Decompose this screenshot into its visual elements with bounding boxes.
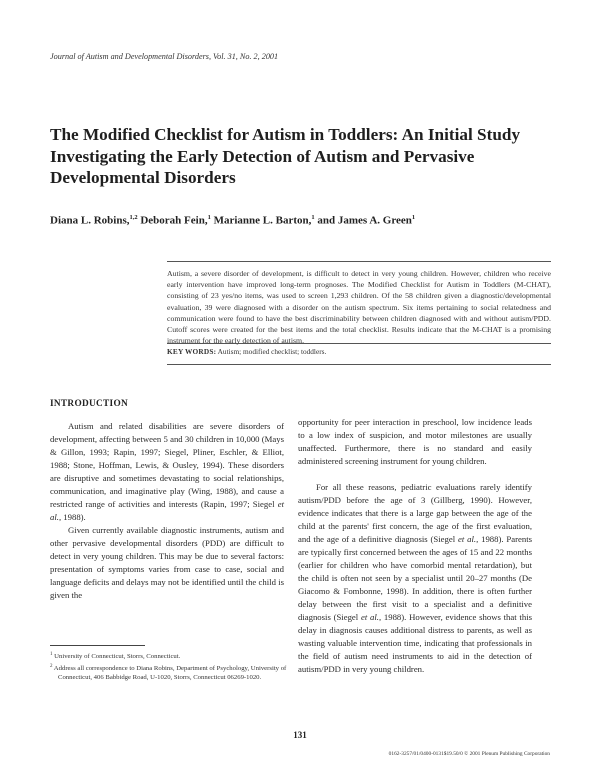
keywords-rule — [167, 364, 551, 365]
italic-text: et al. — [360, 612, 379, 622]
author-affiliation: 1 — [311, 214, 315, 221]
paragraph-text: , 1988). However, evidence shows that this delay in diagnosis causes additional distress to parents, as well as wasting valuable intervention time, indicating that professionals in the field of autism need instruments to aid in the detection of autism/PDD in very young children. — [298, 612, 532, 674]
footnote-marker: 2 — [50, 663, 53, 669]
paragraph — [298, 481, 532, 676]
italic-text: et al. — [50, 499, 284, 522]
author-name: Marianne L. Barton, — [210, 214, 312, 227]
footnote — [50, 662, 288, 683]
footnote — [50, 650, 288, 662]
paragraph-text: Autism and related disabilities are severe disorders of development, affecting between 5 and 30 children in 10,000 (Mays & Gillon, 1993; Rapin, 1997; Siegel, Pliner, Eschler, & Elliot, 1988; Stone, Hoffman, Lewis, & Ousley, 1994). These disorders are disruptive and sometimes devastating to social relationships, communication, and imaginative play (Wing, 1988), and cause a restricted range of activities and interests (Rapin, 1997; Siegel — [50, 421, 284, 509]
author-affiliation: 1 — [207, 214, 211, 221]
author-name: Deborah Fein, — [137, 214, 208, 227]
paragraph: Given currently available diagnostic instruments, autism and other pervasive developmental disorders (PDD) are difficult to detect in very young children. This may be due to several factors: presentation of symptoms varies from case to case, social and language deficits and delays may not be identified until the child is given the — [50, 525, 284, 600]
abstract: Autism, a severe disorder of development, is difficult to detect in very young children. However, children who receive early intervention have improved long-term prognoses. The Modified Checklist for Autism in Toddlers (M-CHAT), consisting of 23 yes/no items, was used to screen 1,293 children. Of the 58 children given a diagnostic/developmental evaluation, 39 were diagnosed with a disorder on the autism spectrum. Six items pertaining to social relatedness and communication were found to have the best discriminability between children diagnosed with and without autism/PDD. Cutoff scores were created for the best items and the total checklist. Results indicate that the M-CHAT is a promising instrument for the early detection of autism. — [167, 269, 551, 346]
paragraph-text: For all these reasons, pediatric evaluations rarely identify autism/PDD before the age of 3 (Gillberg, 1990). However, evidence indicates that there is a large gap between the age of the child at the parents' first concern, the age of the first evaluation, and the age of a definitive diagnosis (Siegel — [298, 482, 532, 544]
footnote-text: University of Connecticut, Storrs, Connecticut. — [52, 653, 181, 661]
footnote-marker: 1 — [50, 652, 53, 657]
keywords-text: Autism; modified checklist; toddlers. — [216, 347, 327, 356]
paragraph: opportunity for peer interaction in preschool, low incidence leads to a low index of suspicion, and motor milestones are usually unaffected. Furthermore, there is no standard and easily administered screening instrument for young children. — [298, 417, 532, 466]
paper-title: The Modified Checklist for Autism in Toddlers: An Initial Study Investigating the Early Detection of Autism and Pervasive Developmental Disorders — [50, 125, 521, 187]
journal-citation: Journal of Autism and Developmental Disorders, Vol. 31, No. 2, 2001 — [50, 52, 279, 61]
left-column — [50, 420, 284, 602]
footnote-text: Address all correspondence to Diana Robins, Department of Psychology, University of Connecticut, 406 Babbidge Road, U-1020, Storrs, Connecticut 06269-1020. — [52, 664, 287, 682]
footnote-rule — [50, 645, 145, 646]
paragraph-text: , 1988). Parents are typically first concerned between the ages of 15 and 22 months (earlier for children who have comorbid mental retardation), but the child is often not seen by a specialist until 20–27 months (De Giacomo & Fombonne, 1998). In addition, there is often further delay between the first visit to a specialist and a definitive diagnosis (Siegel — [298, 534, 533, 622]
keywords — [167, 347, 551, 356]
author-name: Diana L. Robins, — [50, 214, 130, 227]
author-affiliation: 1,2 — [129, 214, 138, 221]
abstract-bottom-rule — [167, 343, 551, 344]
author-list — [50, 214, 550, 227]
footnotes — [50, 650, 288, 683]
paragraph — [50, 420, 284, 524]
page-number: 131 — [293, 730, 307, 740]
section-heading: INTRODUCTION — [50, 399, 128, 409]
paragraph-text: , 1988). — [58, 512, 86, 522]
author-affiliation: 1 — [411, 214, 416, 221]
italic-text: et al. — [458, 534, 477, 544]
copyright-line: 0162-3257/01/0400-0131$19.50/0 © 2001 Plenum Publishing Corporation — [388, 751, 550, 757]
abstract-top-rule — [167, 261, 551, 262]
right-column — [298, 416, 532, 676]
keywords-label: KEY WORDS: — [167, 347, 217, 356]
author-name: and James A. Green — [314, 214, 412, 227]
